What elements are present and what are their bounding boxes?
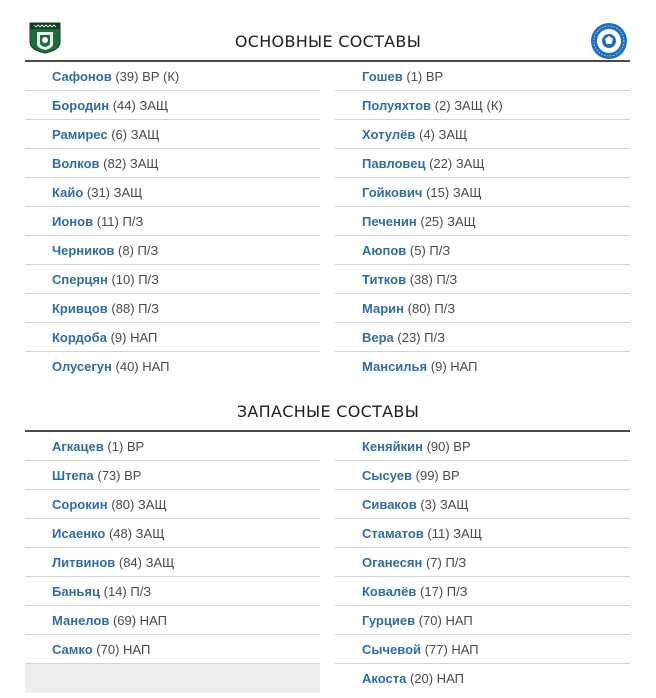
player-entry (25, 642, 150, 657)
player-row (335, 432, 630, 461)
player-number-position: (84) ЗАЩ (118, 554, 175, 570)
player-name-link[interactable]: Мансилья (362, 359, 428, 374)
player-number-position: (70) НАП (418, 612, 473, 628)
player-name-link[interactable]: Аюпов (362, 242, 407, 258)
player-name-link[interactable]: Стаматов (362, 525, 424, 541)
player-name-link[interactable]: Олусегун (52, 359, 112, 374)
player-number-position: (5) П/З (409, 242, 451, 258)
subs-lineups-title: ЗАПАСНЫЕ СОСТАВЫ (236, 402, 420, 421)
player-number-position: (1) ВР (107, 438, 145, 454)
player-number-position: (2) ЗАЩ (К) (434, 97, 503, 113)
player-name-link[interactable]: Ковалёв (362, 583, 417, 599)
player-number-position: (38) П/З (409, 271, 458, 287)
player-entry (25, 613, 167, 628)
player-row (335, 548, 630, 577)
player-number-position: (17) П/З (420, 583, 468, 599)
player-number-position: (15) ЗАЩ (426, 184, 482, 200)
player-name-link[interactable]: Титков (362, 271, 407, 287)
player-row (25, 352, 320, 381)
player-name-link[interactable]: Кеняйкин (362, 438, 423, 454)
player-number-position: (73) ВР (97, 467, 142, 483)
player-entry (335, 671, 464, 686)
player-entry (25, 69, 179, 84)
player-entry (335, 642, 479, 657)
player-number-position: (90) ВР (426, 438, 471, 454)
player-row (335, 294, 630, 323)
player-number-position: (10) П/З (111, 271, 160, 287)
player-entry (25, 98, 168, 113)
player-row (25, 323, 320, 352)
player-name-link[interactable]: Кривцов (52, 300, 108, 316)
player-name-link[interactable]: Сычевой (362, 641, 422, 657)
player-entry (25, 584, 151, 599)
player-entry (335, 330, 445, 345)
player-number-position: (4) ЗАЩ (418, 126, 468, 142)
player-row (335, 120, 630, 149)
player-number-position: (48) ЗАЩ (108, 525, 165, 541)
player-row (335, 265, 630, 294)
player-number-position: (39) ВР (К) (115, 68, 180, 84)
player-number-position: (40) НАП (115, 359, 170, 374)
player-row (335, 62, 630, 91)
player-name-link[interactable]: Печенин (362, 213, 417, 229)
player-entry (335, 243, 450, 258)
player-name-link[interactable]: Исаенко (52, 525, 106, 541)
player-entry (335, 497, 469, 512)
player-number-position: (8) П/З (118, 242, 159, 258)
player-name-link[interactable]: Сысуев (362, 467, 413, 483)
player-row (25, 120, 320, 149)
player-row (335, 352, 630, 381)
away-main-lineup (335, 62, 630, 380)
player-name-link[interactable]: Рамирес (52, 126, 108, 142)
player-entry (335, 69, 443, 84)
player-entry (335, 613, 473, 628)
player-name-link[interactable]: Черников (52, 242, 115, 258)
player-name-link[interactable]: Хотулёв (362, 126, 416, 142)
player-entry (335, 301, 455, 316)
player-row (25, 519, 320, 548)
player-row (335, 207, 630, 236)
player-number-position: (6) ЗАЩ (111, 126, 160, 142)
player-entry (25, 301, 159, 316)
player-number-position: (80) П/З (407, 300, 456, 316)
player-name-link[interactable]: Гурциев (362, 612, 416, 628)
player-row (25, 178, 320, 207)
player-name-link[interactable]: Ионов (52, 213, 94, 229)
player-entry (335, 468, 460, 483)
player-row (25, 432, 320, 461)
player-row (335, 236, 630, 265)
player-entry (25, 330, 157, 345)
player-entry (25, 526, 164, 541)
player-name-link[interactable]: Гойкович (362, 184, 423, 200)
player-entry (25, 468, 141, 483)
player-name-link[interactable]: Баньяц (52, 583, 100, 599)
player-row (25, 91, 320, 120)
player-entry (335, 439, 471, 454)
player-row (335, 178, 630, 207)
player-entry (25, 439, 144, 454)
player-number-position: (44) ЗАЩ (112, 97, 169, 113)
player-name-link[interactable]: Бородин (52, 97, 110, 113)
player-name-link[interactable]: Сиваков (362, 496, 417, 512)
player-entry (25, 156, 159, 171)
player-name-link[interactable]: Агкацев (52, 438, 104, 454)
player-name-link[interactable]: Сафонов (52, 68, 112, 84)
player-entry (335, 272, 457, 287)
player-number-position: (70) НАП (96, 641, 151, 657)
player-entry (25, 555, 174, 570)
player-number-position: (82) ЗАЩ (103, 155, 159, 171)
player-name-link[interactable]: Волков (52, 155, 100, 171)
player-row (335, 91, 630, 120)
player-row (335, 635, 630, 664)
player-number-position: (88) П/З (111, 300, 159, 316)
player-entry (335, 526, 482, 541)
player-row (335, 323, 630, 352)
player-number-position: (20) НАП (409, 671, 464, 686)
player-row (335, 606, 630, 635)
player-number-position: (3) ЗАЩ (420, 496, 469, 512)
player-row (25, 265, 320, 294)
player-number-position: (25) ЗАЩ (420, 213, 476, 229)
player-row (25, 461, 320, 490)
player-row (25, 490, 320, 519)
player-entry (335, 185, 482, 200)
player-row (25, 207, 320, 236)
player-row (335, 577, 630, 606)
player-entry (335, 584, 468, 599)
player-entry (25, 214, 143, 229)
player-number-position: (23) П/З (397, 329, 445, 345)
player-name-link[interactable]: Гошев (362, 68, 403, 84)
player-entry (25, 497, 167, 512)
player-name-link[interactable]: Оганесян (362, 554, 423, 570)
player-row (25, 606, 320, 635)
player-row (25, 635, 320, 664)
player-entry (335, 359, 478, 374)
player-row (25, 577, 320, 606)
player-number-position: (14) П/З (103, 583, 152, 599)
player-name-link[interactable]: Сперцян (52, 271, 108, 287)
player-row (25, 236, 320, 265)
player-row (25, 149, 320, 178)
player-entry (25, 359, 170, 374)
player-number-position: (99) ВР (415, 467, 460, 483)
player-number-position: (22) ЗАЩ (429, 155, 485, 171)
player-name-link[interactable]: Полуяхтов (362, 97, 432, 113)
player-entry (25, 243, 158, 258)
home-main-lineup (25, 62, 320, 380)
player-entry (25, 127, 159, 142)
player-name-link[interactable]: Штепа (52, 467, 94, 483)
player-name-link[interactable]: Марин (362, 300, 405, 316)
home-subs-lineup (25, 432, 320, 693)
player-row (335, 149, 630, 178)
player-name-link[interactable]: Кордоба (52, 329, 107, 345)
player-name-link[interactable]: Вера (362, 329, 394, 345)
player-entry (335, 156, 485, 171)
empty-row (25, 664, 320, 693)
player-row (335, 461, 630, 490)
player-number-position: (9) НАП (430, 359, 478, 374)
player-name-link[interactable]: Акоста (362, 671, 407, 686)
player-number-position: (11) ЗАЩ (427, 525, 482, 541)
player-entry (335, 98, 503, 113)
away-subs-lineup (335, 432, 630, 693)
player-number-position: (69) НАП (112, 612, 167, 628)
player-number-position: (80) ЗАЩ (111, 496, 167, 512)
player-row (335, 490, 630, 519)
player-entry (25, 272, 159, 287)
player-entry (25, 185, 142, 200)
main-lineups-heading (0, 32, 656, 52)
player-entry (335, 214, 476, 229)
subs-lineups-heading (0, 402, 656, 422)
player-row (335, 519, 630, 548)
player-row (25, 548, 320, 577)
player-number-position: (77) НАП (424, 641, 479, 657)
player-name-link[interactable]: Литвинов (52, 554, 116, 570)
player-row (25, 62, 320, 91)
player-number-position: (9) НАП (110, 329, 158, 345)
player-name-link[interactable]: Манелов (52, 612, 110, 628)
player-row (335, 664, 630, 693)
player-entry (335, 555, 466, 570)
main-lineups-title: ОСНОВНЫЕ СОСТАВЫ (234, 32, 422, 51)
player-name-link[interactable]: Кайо (52, 184, 84, 200)
player-row (25, 294, 320, 323)
player-name-link[interactable]: Павловец (362, 155, 426, 171)
player-number-position: (7) П/З (425, 554, 467, 570)
player-entry (335, 127, 467, 142)
player-number-position: (1) ВР (406, 68, 444, 84)
player-number-position: (31) ЗАЩ (86, 184, 143, 200)
player-number-position: (11) П/З (96, 213, 144, 229)
player-name-link[interactable]: Сорокин (52, 496, 108, 512)
player-name-link[interactable]: Самко (52, 641, 93, 657)
